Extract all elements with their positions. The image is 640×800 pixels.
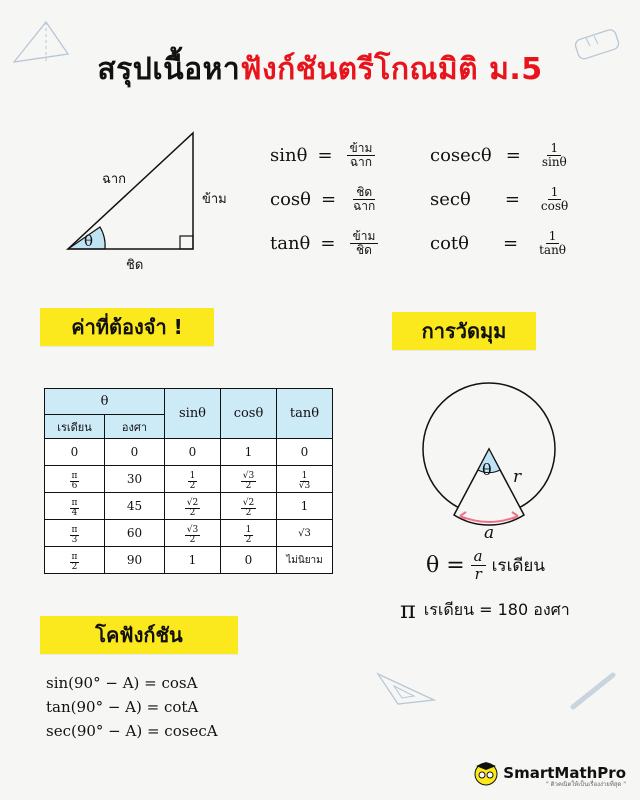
denominator: 6: [71, 481, 78, 491]
circle-r-label: r: [513, 467, 522, 487]
title-red: ฟังก์ชันตรีโกณมิติ ม.5: [240, 52, 543, 87]
table-cell: 1: [221, 439, 277, 466]
pi-formula: [400, 596, 570, 624]
radian-header: เรเดียน: [45, 415, 105, 439]
reciprocal-fn: cosecθ: [430, 145, 492, 167]
table-cell: [45, 466, 105, 493]
reciprocal-fn: cotθ: [430, 233, 469, 255]
ratio-fn: tanθ: [270, 233, 311, 255]
equals: =: [320, 233, 336, 255]
table-row: [45, 520, 333, 547]
numerator: a: [471, 548, 486, 566]
triangle-adj-label: ชิด: [126, 258, 144, 273]
numerator: 1: [189, 470, 196, 481]
ratio-fn: cosθ: [270, 189, 311, 211]
denominator: sinθ: [541, 155, 567, 170]
table-cell: [221, 466, 277, 493]
fraction: [347, 142, 376, 169]
denominator: 2: [189, 481, 196, 491]
section-angle-label: การวัดมุม: [392, 312, 536, 350]
degree-header: องศา: [105, 415, 165, 439]
table-cell: √3: [277, 520, 333, 547]
table-row: [45, 547, 333, 574]
numerator: ข้าม: [350, 230, 379, 244]
fraction: [350, 186, 378, 213]
denominator: 2: [71, 562, 78, 572]
fraction: [539, 142, 570, 169]
equals: =: [321, 189, 337, 211]
owl-mascot-icon: [473, 760, 499, 786]
denominator: ฉาก: [353, 199, 376, 214]
reciprocal-cosec: [430, 142, 570, 169]
page-title: [0, 46, 640, 93]
sin-header: sinθ: [165, 389, 221, 439]
smartmathpro-logo: [473, 760, 626, 786]
reciprocal-cot: [430, 230, 569, 257]
numerator: √3: [186, 524, 199, 535]
logo-tagline: " ติวคณิตให้เป็นเรื่องง่ายที่สุด ": [545, 781, 626, 788]
denominator: r: [474, 564, 482, 583]
numerator: √2: [242, 497, 255, 508]
circle-a-label: a: [484, 523, 495, 543]
table-cell: [45, 493, 105, 520]
table-cell: 30: [105, 466, 165, 493]
numerator: 1: [546, 230, 560, 244]
trig-values-table: [44, 388, 333, 574]
numerator: π: [71, 551, 78, 562]
table-cell: [221, 493, 277, 520]
denominator: 2: [245, 508, 252, 518]
radian-circle-diagram: [420, 380, 570, 530]
numerator: √3: [242, 470, 255, 481]
table-cell: [45, 547, 105, 574]
fraction: [536, 230, 569, 257]
table-row: [45, 439, 333, 466]
section-values-label: ค่าที่ต้องจำ !: [40, 308, 214, 346]
triangle-angle-label: θ: [84, 232, 94, 250]
equals: =: [505, 145, 521, 167]
ratio-sin: [270, 142, 375, 169]
triangle-opp-label: ข้าม: [202, 192, 227, 207]
pencil-doodle-icon-2: [565, 665, 625, 715]
numerator: 1: [301, 470, 308, 481]
fraction: [471, 548, 486, 582]
numerator: ชิด: [353, 186, 375, 200]
table-cell: [221, 520, 277, 547]
denominator: ชิด: [355, 243, 372, 258]
numerator: π: [71, 470, 78, 481]
numerator: √2: [186, 497, 199, 508]
table-row: [45, 466, 333, 493]
theta-header: θ: [45, 389, 165, 415]
table-cell: 0: [165, 439, 221, 466]
fraction: [350, 230, 379, 257]
denominator: tanθ: [539, 243, 567, 258]
table-cell: 0: [277, 439, 333, 466]
cofunction-line: sin(90° − A) = cosA: [46, 674, 198, 692]
equals: =: [317, 145, 333, 167]
table-cell: 45: [105, 493, 165, 520]
tan-header: tanθ: [277, 389, 333, 439]
cos-header: cosθ: [221, 389, 277, 439]
table-cell: 60: [105, 520, 165, 547]
ratio-cos: [270, 186, 378, 213]
table-row: [45, 493, 333, 520]
denominator: cosθ: [540, 199, 569, 214]
table-cell: [45, 520, 105, 547]
pi-text: เรเดียน = 180 องศา: [423, 599, 570, 619]
table-cell: [165, 466, 221, 493]
table-cell: [165, 520, 221, 547]
table-cell: 1: [165, 547, 221, 574]
denominator: 2: [189, 508, 196, 518]
numerator: ข้าม: [347, 142, 376, 156]
table-cell: 0: [45, 439, 105, 466]
table-cell: 0: [221, 547, 277, 574]
formula-unit: เรเดียน: [491, 555, 545, 576]
reciprocal-fn: secθ: [430, 189, 471, 211]
ratio-fn: sinθ: [270, 145, 308, 167]
set-square-doodle-icon: [372, 660, 442, 710]
table-cell: [165, 493, 221, 520]
table-cell: [277, 466, 333, 493]
reciprocal-sec: [430, 186, 571, 213]
denominator: √3: [298, 481, 311, 491]
numerator: 1: [245, 524, 252, 535]
numerator: 1: [548, 186, 562, 200]
numerator: π: [71, 524, 78, 535]
denominator: 4: [71, 508, 78, 518]
numerator: π: [71, 497, 78, 508]
table-cell: ไม่นิยาม: [277, 547, 333, 574]
formula-lhs: θ =: [426, 552, 465, 578]
section-cofunction-label: โคฟังก์ชัน: [40, 616, 238, 654]
cofunction-line: sec(90° − A) = cosecA: [46, 722, 218, 740]
triangle-hyp-label: ฉาก: [102, 172, 127, 187]
table-cell: 0: [105, 439, 165, 466]
table-cell: 1: [277, 493, 333, 520]
circle-theta-label: θ: [482, 460, 492, 479]
radian-formula: [426, 548, 545, 582]
ratio-tan: [270, 230, 378, 257]
title-black: สรุปเนื้อหา: [97, 52, 241, 87]
denominator: 2: [189, 535, 196, 545]
denominator: 2: [245, 535, 252, 545]
equals: =: [503, 233, 519, 255]
fraction: [538, 186, 571, 213]
logo-name: SmartMathPro: [503, 764, 626, 782]
equals: =: [504, 189, 520, 211]
pi-symbol: π: [400, 596, 416, 624]
table-cell: 90: [105, 547, 165, 574]
cofunction-line: tan(90° − A) = cotA: [46, 698, 199, 716]
denominator: ฉาก: [349, 155, 373, 170]
numerator: 1: [547, 142, 561, 156]
denominator: 2: [245, 481, 252, 491]
denominator: 3: [71, 535, 78, 545]
